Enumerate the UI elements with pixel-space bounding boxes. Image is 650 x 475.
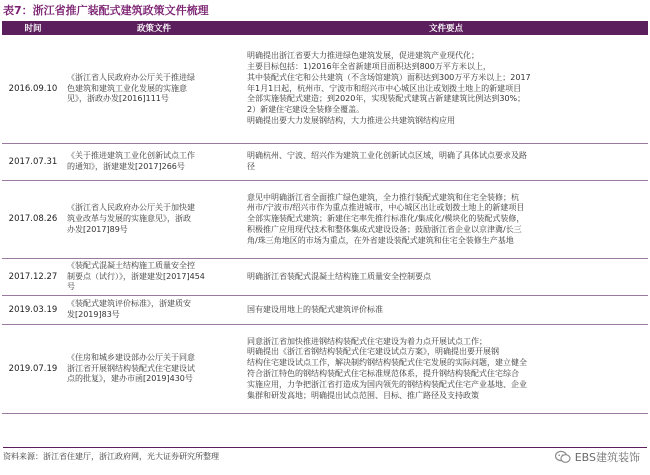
table-row xyxy=(2,259,648,296)
points-line: 实施应用，力争把浙江省打造成为国内领先的钢结构装配式住宅产业基地、企业 xyxy=(247,379,527,389)
wechat-icon xyxy=(555,450,571,464)
row-key-points xyxy=(244,296,648,325)
points-line: 明确提出要大力发展钢结构，大力推进公共建筑钢结构应用 xyxy=(247,115,455,125)
points-line: 年1月1日起，杭州市、宁波市和绍兴市中心城区出让或划拨土地上的新建项目 xyxy=(247,83,522,93)
points-line: 明确浙江省装配式混凝土结构施工质量安全控制要点 xyxy=(247,271,431,281)
points-line: 州市/宁波市/绍兴市作为重点推进城市，中心城区出让或划拨土地上的新建项目 xyxy=(247,203,525,213)
table-row xyxy=(2,181,648,259)
points-line: 符合浙江特色的钢结构装配式住宅标准规范体系，提升钢结构装配式住宅综合 xyxy=(247,369,519,378)
doc-line: 见》，浙政办发[2016]111号 xyxy=(67,94,169,104)
doc-line: 《浙江省人民政府办公厅关于加快建 xyxy=(67,203,195,213)
doc-line: 发[2019]83号 xyxy=(67,310,120,319)
row-date: 2019.03.19 xyxy=(2,296,64,325)
table-row xyxy=(2,296,648,325)
row-key-points xyxy=(244,144,648,181)
table-row xyxy=(2,35,648,144)
row-key-points xyxy=(244,259,648,296)
doc-line: 《浙江省人民政府办公厅关于推进绿 xyxy=(67,72,195,82)
row-date: 2017.12.27 xyxy=(2,259,64,296)
points-line: 意见中明确浙江省全面推广绿色建筑，全力推行装配式建筑和住宅全装修；杭 xyxy=(247,192,519,202)
points-line: 明确提出《浙江省钢结构装配式住宅建设试点方案》，明确提出要开展钢 xyxy=(247,347,499,357)
row-policy-document xyxy=(64,296,244,325)
doc-line: 号 xyxy=(67,282,75,292)
source-footnote: 资料来源：浙江省住建厅，浙江政府网，光大证券研究所整理 xyxy=(3,447,647,468)
row-key-points xyxy=(244,325,648,414)
points-line: 2）新建住宅建设全装修全覆盖。 xyxy=(247,105,365,115)
points-line: 全部实施装配式建造；到2020年，实现装配式建筑占新建建筑比例达到30%； xyxy=(247,94,526,104)
watermark-text: EBS建筑装饰 xyxy=(574,451,640,464)
doc-line: 的通知》，浙建建发[2017]266号 xyxy=(67,162,185,171)
row-date: 2017.08.26 xyxy=(2,181,64,259)
points-line: 全部实施装配式建筑；新建住宅率先推行标准化/集成化/模块化的装配式装修， xyxy=(247,214,525,224)
watermark xyxy=(555,449,640,465)
column-header-date: 时间 xyxy=(2,21,64,35)
points-line: 角/珠三角地区的市场为重点，在外省建设装配式建筑和住宅全装修生产基地 xyxy=(247,235,514,245)
points-line: 明确杭州、宁波、绍兴作为建筑工业化创新试点区域，明确了具体试点要求及路 xyxy=(247,151,527,161)
doc-line: 《关于推进建筑工业化创新试点工作 xyxy=(67,151,195,161)
column-header-key-points: 文件要点 xyxy=(244,21,648,35)
points-line: 结构住宅建设试点工作，解决制约钢结构装配式住宅发展的实际问题，建立健全 xyxy=(247,358,527,368)
doc-line: 办发[2017]89号 xyxy=(67,224,128,234)
column-header-policy-document: 政策文件 xyxy=(64,21,244,35)
doc-line: 色建筑和建筑工业化发展的实施意 xyxy=(67,83,187,93)
row-date: 2016.09.10 xyxy=(2,35,64,144)
row-policy-document xyxy=(64,325,244,414)
row-key-points xyxy=(244,181,648,259)
points-line: 径 xyxy=(247,162,255,171)
policy-table xyxy=(2,21,648,414)
doc-line: 《装配式建筑评价标准》，浙建质安 xyxy=(67,299,191,309)
points-line: 主要目标包括：1)2016年全省新建项目面积达到800万平方米以上， xyxy=(247,62,491,71)
points-line: 同意浙江省加快推进钢结构装配式住宅建设为着力点开展试点工作； xyxy=(247,336,487,346)
row-key-points xyxy=(244,35,648,144)
points-line: 积极推广应用现代技术和整体集成式建设设备；鼓励浙江省企业以京津冀/长三 xyxy=(247,224,522,234)
doc-line: 筑业改革与发展的实施意见》，浙政 xyxy=(67,214,191,224)
row-policy-document xyxy=(64,144,244,181)
points-line: 明确提出浙江省要大力推进绿色建筑发展，促进建筑产业现代化； xyxy=(247,51,479,61)
row-policy-document xyxy=(64,181,244,259)
points-line: 国有建设用地上的装配式建筑评价标准 xyxy=(247,304,383,314)
doc-line: 《住房和城乡建设部办公厅关于同意 xyxy=(67,352,195,362)
row-policy-document xyxy=(64,35,244,144)
doc-line: 浙江省开展钢结构装配式住宅建设试 xyxy=(67,363,195,373)
doc-line: 《装配式混凝土结构施工质量安全控 xyxy=(67,260,195,270)
points-line: 集群和研发高地；明确提出试点范围、目标、推广路径及支持政策 xyxy=(247,390,479,400)
doc-line: 制要点（试行）》，浙建建发[2017]454 xyxy=(67,271,205,281)
row-policy-document xyxy=(64,259,244,296)
table-header xyxy=(2,21,648,35)
table-title: 表7：浙江省推广装配式建筑政策文件梳理 xyxy=(3,4,209,17)
table-row xyxy=(2,325,648,414)
points-line: 其中装配式住宅和公共建筑（不含场馆建筑）面积达到300万平方米以上；2017 xyxy=(247,72,531,82)
row-date: 2017.07.31 xyxy=(2,144,64,181)
row-date: 2019.07.19 xyxy=(2,325,64,414)
doc-line: 点的批复》，建办市函[2019]430号 xyxy=(67,374,193,384)
table-row xyxy=(2,144,648,181)
